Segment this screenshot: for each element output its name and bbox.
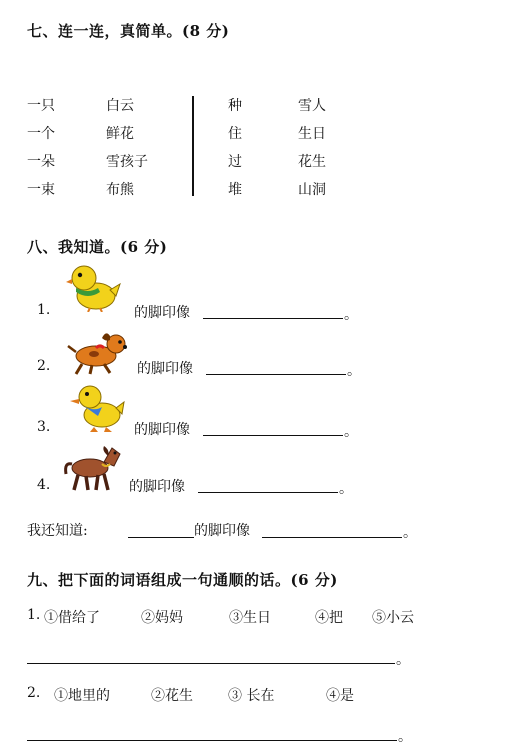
word-option: ③生日 — [229, 610, 271, 626]
question-number: 1. — [27, 607, 41, 623]
noun-left: 白云 — [106, 98, 134, 114]
word-option: ③ 长在 — [228, 688, 275, 704]
answer-blank[interactable] — [206, 374, 346, 375]
item-text: 的脚印像 — [129, 479, 185, 495]
column-divider — [192, 96, 194, 196]
measure-word: 一个 — [27, 126, 55, 142]
item-number: 2. — [37, 358, 51, 374]
measure-word: 一朵 — [27, 154, 55, 170]
answer-blank[interactable] — [262, 537, 402, 538]
section7-heading: 七、连一连，真简单。(8 分) — [27, 22, 230, 40]
noun-left: 鲜花 — [106, 126, 134, 142]
dog-icon — [66, 330, 130, 376]
item-number: 4. — [37, 477, 51, 493]
verb-right: 种 — [228, 98, 242, 114]
noun-right: 山洞 — [298, 182, 326, 198]
word-option: ②花生 — [151, 688, 193, 704]
noun-right: 雪人 — [298, 98, 326, 114]
item-text: 的脚印像 — [134, 422, 190, 438]
chick-icon — [66, 262, 122, 312]
section8-heading: 八、我知道。(6 分) — [27, 238, 168, 256]
measure-word: 一只 — [27, 98, 55, 114]
word-option: ①借给了 — [44, 610, 100, 626]
word-option: ②妈妈 — [141, 610, 183, 626]
noun-right: 花生 — [298, 154, 326, 170]
extra-mid: 的脚印像 — [194, 523, 250, 539]
word-option: ④把 — [315, 610, 343, 626]
item-text: 的脚印像 — [137, 361, 193, 377]
answer-blank[interactable] — [203, 435, 343, 436]
answer-blank[interactable] — [203, 318, 343, 319]
word-option: ⑤小云 — [372, 610, 414, 626]
word-option: ①地里的 — [54, 688, 110, 704]
section9-heading: 九、把下面的词语组成一句通顺的话。(6 分) — [27, 571, 338, 589]
word-option: ④是 — [326, 688, 354, 704]
answer-blank[interactable] — [198, 492, 338, 493]
answer-end: 。 — [398, 729, 412, 745]
verb-right: 堆 — [228, 182, 242, 198]
item-end: 。 — [344, 307, 358, 323]
horse-icon — [62, 444, 122, 494]
question-number: 2. — [27, 685, 41, 701]
item-end: 。 — [347, 363, 361, 379]
answer-blank[interactable] — [27, 663, 395, 664]
extra-prefix: 我还知道: — [27, 523, 88, 539]
item-end: 。 — [344, 424, 358, 440]
extra-end: 。 — [403, 525, 417, 541]
answer-blank[interactable] — [128, 537, 194, 538]
item-text: 的脚印像 — [134, 305, 190, 321]
verb-right: 住 — [228, 126, 242, 142]
noun-left: 雪孩子 — [106, 154, 148, 170]
duck-icon — [70, 382, 126, 432]
item-number: 3. — [37, 419, 51, 435]
verb-right: 过 — [228, 154, 242, 170]
noun-left: 布熊 — [106, 182, 134, 198]
answer-blank[interactable] — [27, 740, 397, 741]
item-end: 。 — [339, 481, 353, 497]
item-number: 1. — [37, 302, 51, 318]
noun-right: 生日 — [298, 126, 326, 142]
measure-word: 一束 — [27, 182, 55, 198]
answer-end: 。 — [396, 652, 410, 668]
